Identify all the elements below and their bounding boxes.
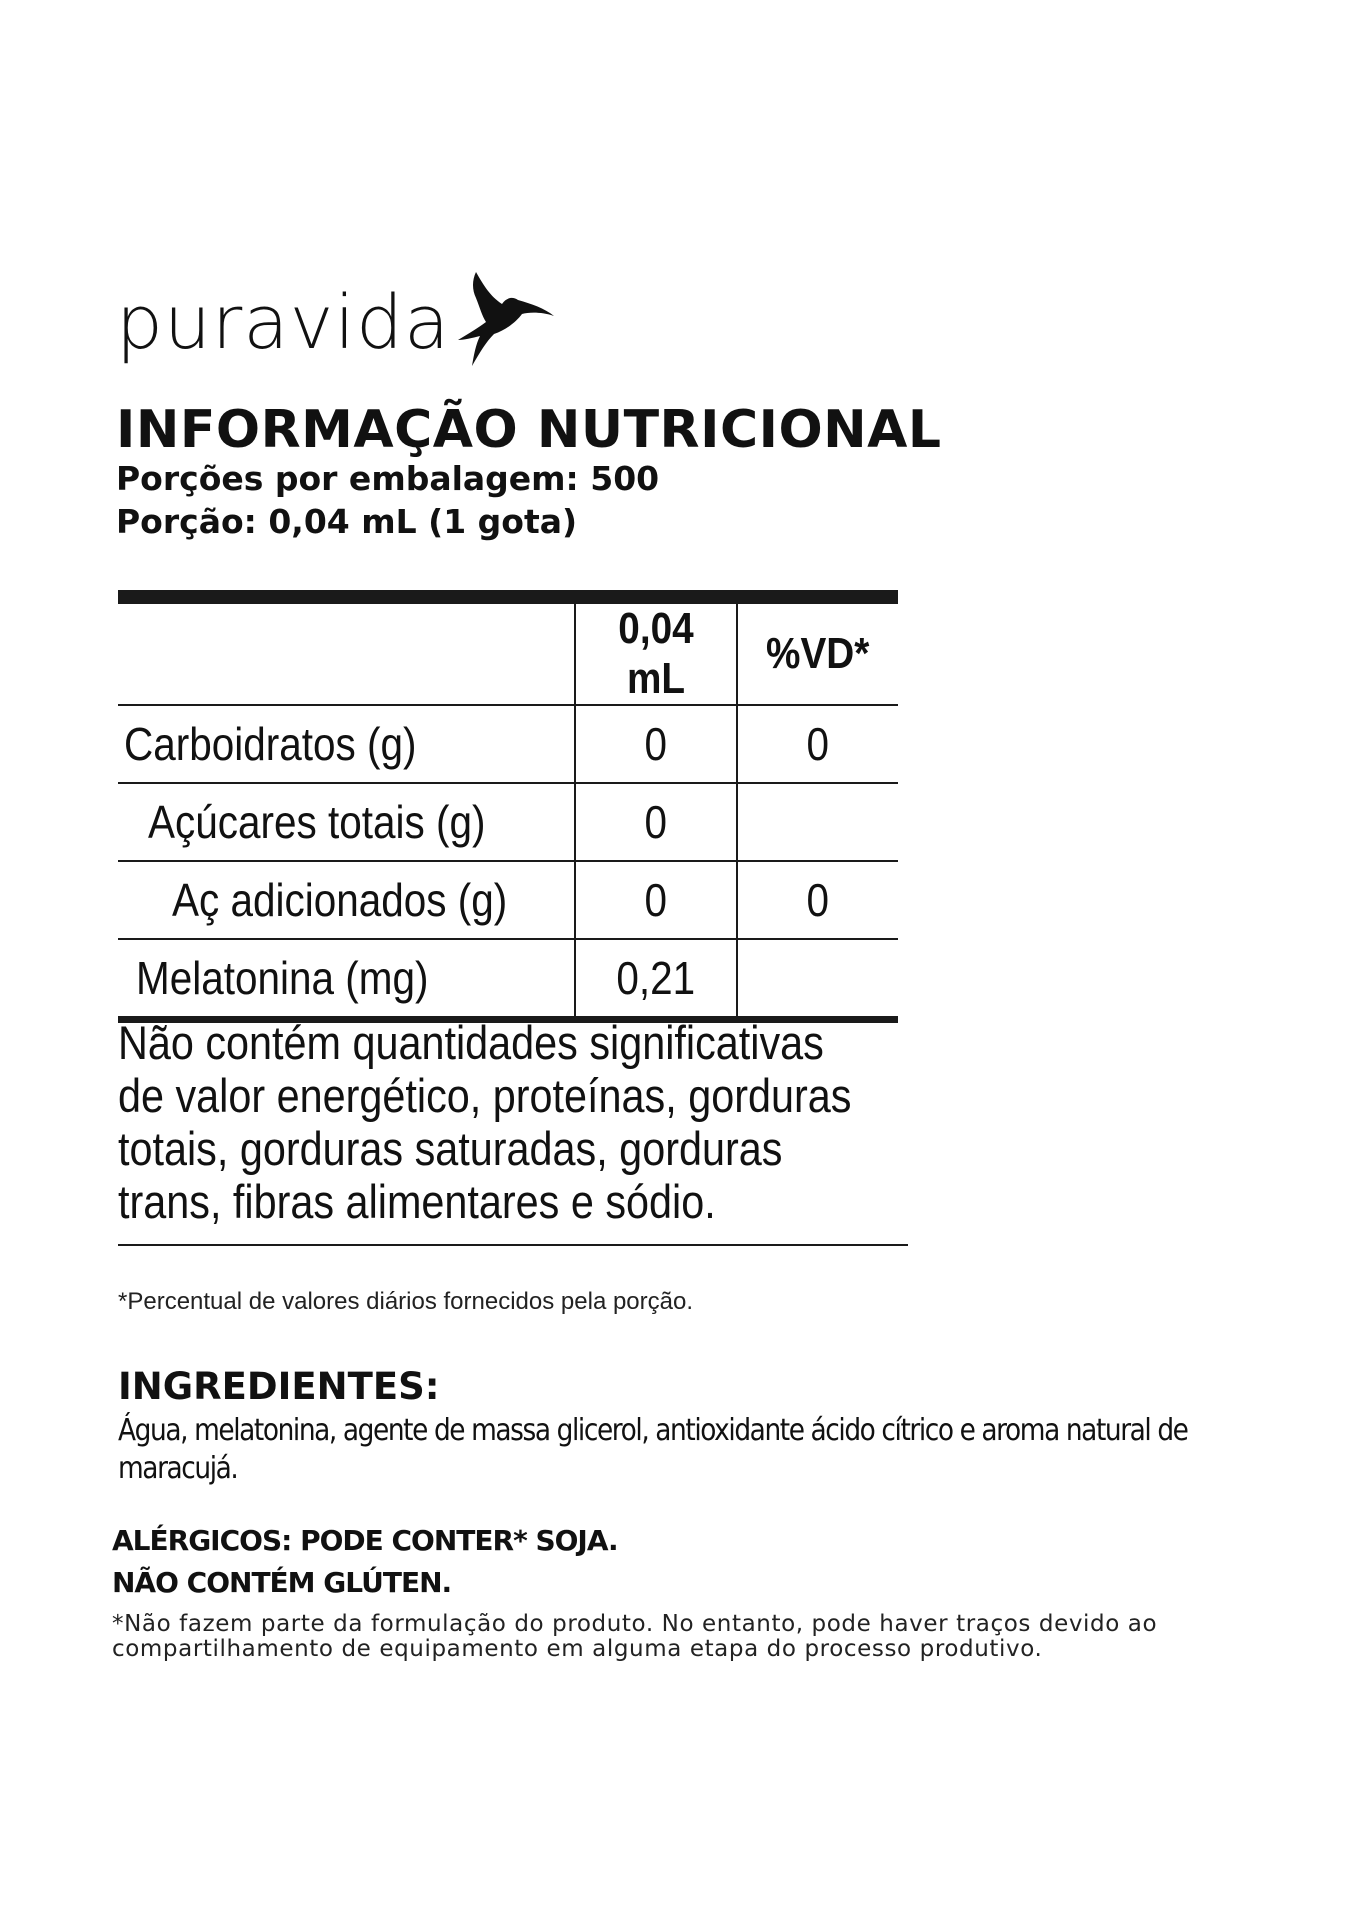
table-row [118,939,898,1016]
allergen-disclaimer: *Não fazem parte da formulação do produto. No entanto, pode haver traços devido ao compartilhamento de equipamento em alguma etapa do processo produtivo. [112,1611,1158,1662]
ingredients-text: Água, melatonina, agente de massa glicerol, antioxidante ácido cítrico e aroma natural de maracujá. [118,1413,1188,1486]
hummingbird-icon [446,268,556,368]
nutrient-name: Açúcares totais (g) [118,783,575,861]
nutrient-name: Melatonina (mg) [136,952,429,1004]
nutrient-amount: 0 [575,705,737,783]
daily-value-footnote: *Percentual de valores diários fornecidos pela porção. [118,1288,694,1315]
ingredients-title: INGREDIENTES: [118,1365,440,1408]
table-row [118,861,898,939]
nutrient-dv [737,939,898,1016]
note-line: totais, gorduras saturadas, gorduras [118,1122,783,1175]
note-line: trans, fibras alimentares e sódio. [118,1175,716,1228]
table-row [118,783,898,861]
gluten-warning: NÃO CONTÉM GLÚTEN. [112,1566,452,1599]
nutrient-amount: 0 [575,783,737,861]
allergen-warning: ALÉRGICOS: PODE CONTER* SOJA. [112,1524,618,1557]
nutrient-name: Carboidratos (g) [118,705,575,783]
note-line: de valor energético, proteínas, gorduras [118,1069,852,1122]
nutrition-table [118,590,898,1023]
header-nutrient [118,604,575,705]
table-header-row [118,604,898,705]
note-line: Não contém quantidades significativas [118,1016,824,1069]
nutrition-title: INFORMAÇÃO NUTRICIONAL [116,400,942,460]
servings-per-package: Porções por embalagem: 500 [116,459,660,498]
nutrient-name: Aç adicionados (g) [118,861,575,939]
nutrient-amount: 0,21 [575,939,737,1016]
table-top-bar [118,590,898,604]
table-row [118,705,898,783]
nutrient-dv: 0 [737,861,898,939]
header-amount: 0,04 mL [575,604,737,705]
nutrient-dv [737,783,898,861]
nutrient-amount: 0 [575,861,737,939]
brand-logo [116,268,556,388]
header-daily-value: %VD* [737,604,898,705]
nutrient-dv: 0 [737,705,898,783]
serving-size: Porção: 0,04 mL (1 gota) [116,502,578,541]
divider [118,1244,908,1246]
non-significant-note [118,1016,852,1228]
brand-name: puravida [116,280,451,366]
